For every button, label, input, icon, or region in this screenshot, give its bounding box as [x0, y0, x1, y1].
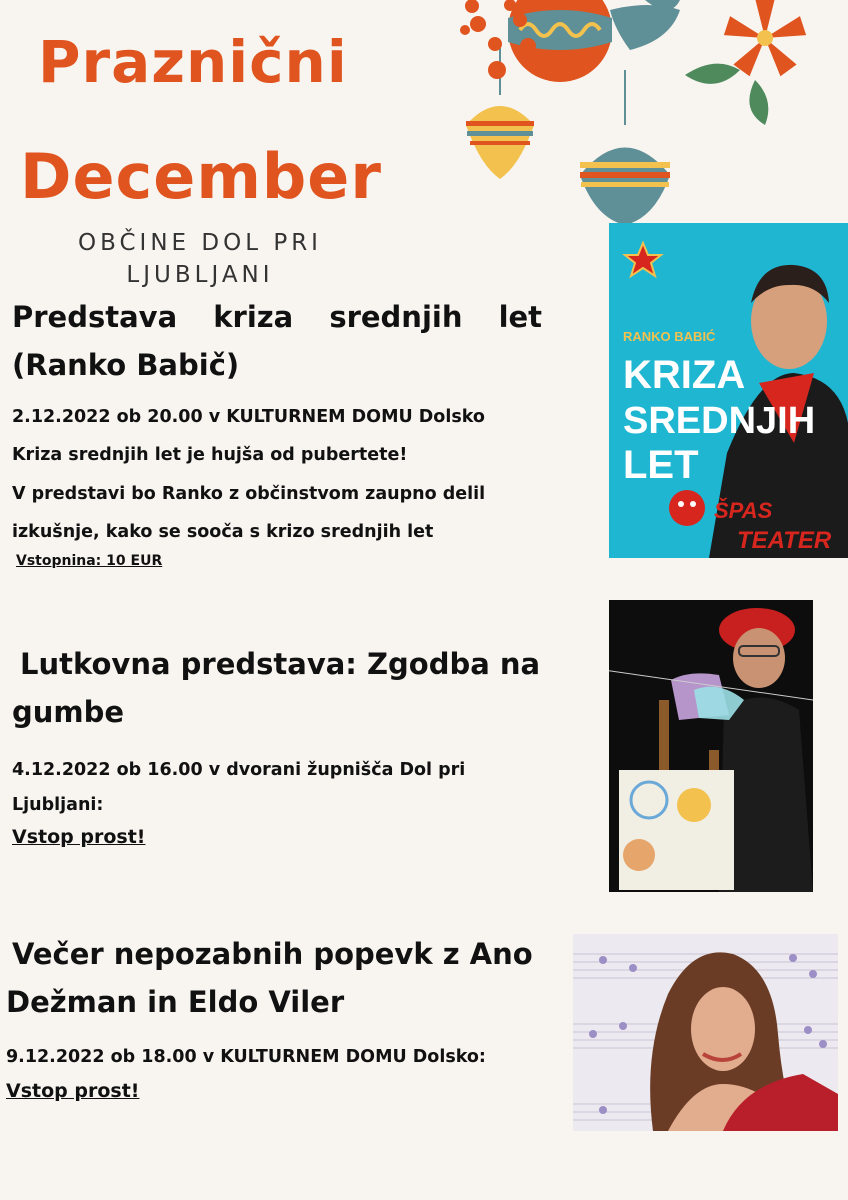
event-date-line: 2.12.2022 ob 20.00 v KULTURNEM DOMU Dolsko: [12, 407, 485, 427]
subtitle-line1: OBČINE DOL PRI: [78, 230, 322, 256]
free-entry-link[interactable]: Vstop prost!: [12, 826, 146, 848]
ticket-price-link[interactable]: Vstopnina: 10 EUR: [16, 553, 163, 569]
event-title-line2: Dežman in Eldo Viler: [6, 985, 345, 1019]
event-poster-kriza: [609, 223, 848, 558]
event-title-line1: Predstava kriza srednjih let: [12, 300, 543, 334]
event-title-line1: Lutkovna predstava: Zgodba na: [20, 647, 541, 681]
christmas-decoration: [450, 0, 848, 225]
poster-name: RANKO BABIĆ: [623, 329, 716, 344]
page-title-line1: Praznični: [38, 28, 348, 96]
event-title: [6, 930, 566, 1026]
event-description-line: Kriza srednjih let je hujša od pubertete!: [12, 445, 408, 465]
event-description-line: V predstavi bo Ranko z občinstvom zaupno delil: [12, 484, 486, 504]
event-title-line2: gumbe: [12, 695, 125, 729]
free-entry-link[interactable]: Vstop prost!: [6, 1080, 140, 1102]
poster-word2: SREDNJIH: [623, 400, 816, 442]
poster-word1: KRIZA: [623, 353, 746, 397]
subtitle-line2: LJUBLJANI: [126, 262, 274, 288]
event-photo-puppet: [609, 600, 813, 892]
poinsettia-icon: [724, 0, 806, 76]
poster-word3: LET: [623, 443, 699, 487]
event-photo-singer: [573, 934, 838, 1131]
event-date-line: Ljubljani:: [12, 795, 104, 815]
event-date-line: 4.12.2022 ob 16.00 v dvorani župnišča Dol pri: [12, 760, 466, 780]
holly-icon: [610, 0, 680, 50]
event-date-line: 9.12.2022 ob 18.00 v KULTURNEM DOMU Dolsko:: [6, 1047, 486, 1067]
poster-brand1: ŠPAS: [714, 498, 773, 523]
event-title: [12, 293, 560, 389]
page-title-line2: December: [20, 140, 382, 213]
event-title-line1: Večer nepozabnih popevk z Ano: [12, 937, 533, 971]
poster-brand2: TEATER: [737, 527, 832, 554]
event-description-line: izkušnje, kako se sooča s krizo srednjih let: [12, 522, 434, 542]
event-title-line2: (Ranko Babič): [12, 348, 240, 382]
event-title: [12, 640, 572, 736]
